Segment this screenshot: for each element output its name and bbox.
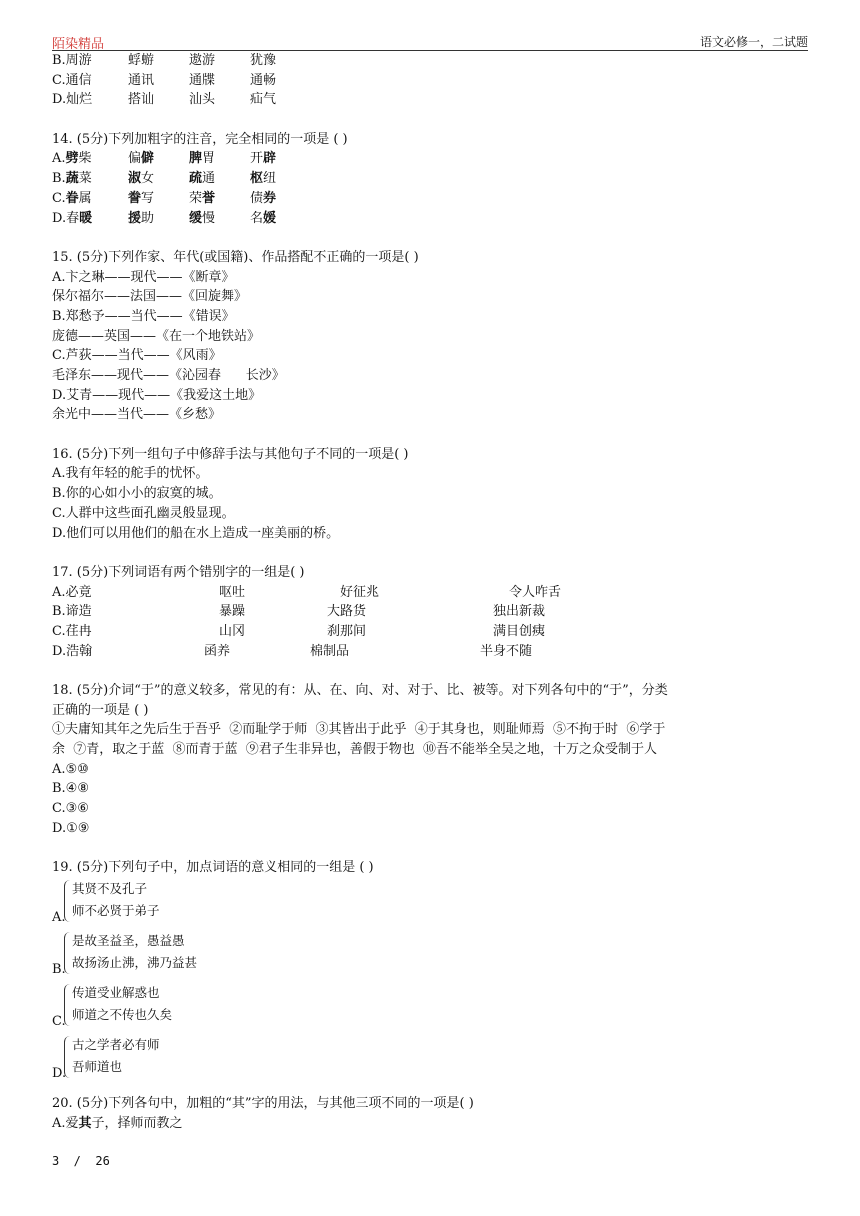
brand-text: 陌染精品 xyxy=(52,37,105,52)
q13-word: C.通信 xyxy=(52,72,92,88)
q15-line: D.艾青——现代——《我爱这土地》 xyxy=(52,387,262,403)
q13-word: 通畅 xyxy=(250,72,277,88)
q15-stem: 15. (5分)下列作家、年代(或国籍)、作品搭配不正确的一项是( ) xyxy=(52,249,419,265)
q13-word: 通讯 xyxy=(128,72,155,88)
q18-sentences: ①夫庸知其年之先后生于吾乎 ②而耻学于师 ③其皆出于此乎 ④于其身也，则耻师焉 ⑤不拘于时 ⑥学于 xyxy=(52,722,666,738)
q15-line: B.郑愁予——当代——《错误》 xyxy=(52,308,235,324)
q13-word: 遨游 xyxy=(189,53,216,68)
document-title: 语文必修一，二试题 xyxy=(699,35,808,49)
q18-option-d: D.①⑨ xyxy=(52,820,90,836)
q16-option-a: A.我有年轻的舵手的忧怀。 xyxy=(52,466,209,482)
q13-word: 汕头 xyxy=(189,92,216,108)
page-header xyxy=(52,30,808,51)
q13-option-b xyxy=(52,51,812,71)
page-number: 3 / 26 xyxy=(52,1154,110,1168)
q16-option-c: C.人群中这些面孔幽灵般显现。 xyxy=(52,505,235,521)
q19-option-c: 传道受业解惑也 师道之不传也久矣 C. xyxy=(52,984,173,1029)
q18-stem: 正确的一项是 ( ) xyxy=(52,702,149,718)
q13-word: D.灿烂 xyxy=(52,92,93,108)
q17-option-b: B.谛造 暴躁 大路货 独出新裁 xyxy=(52,604,546,620)
q15-line: 余光中——当代——《乡愁》 xyxy=(52,407,222,423)
q15-line: C.芦荻——当代——《风雨》 xyxy=(52,348,222,364)
q17-option-a: A.必竟 呕吐 好征兆 令人咋舌 xyxy=(52,584,562,600)
q18-stem: 18. (5分)介词“于”的意义较多，常见的有：从、在、向、对、对于、比、被等。对下列各句中的“于”，分类 xyxy=(52,683,668,698)
q18-option-c: C.③⑥ xyxy=(52,801,89,817)
q15-line: A.卞之琳——现代——《断章》 xyxy=(52,269,235,285)
q14-stem: 14. (5分)下列加粗字的注音，完全相同的一项是 ( ) xyxy=(52,131,348,147)
page-content xyxy=(52,51,812,1133)
q14-option-c: C.眷属 誊写 荣誉 债券 xyxy=(52,190,277,206)
q13-word: 通牒 xyxy=(189,72,216,88)
q19-stem: 19. (5分)下列句子中，加点词语的意义相同的一组是 ( ) xyxy=(52,860,374,876)
q15-line: 毛泽东——现代——《沁园春 长沙》 xyxy=(52,368,285,383)
q16-option-b: B.你的心如小小的寂寞的城。 xyxy=(52,486,222,502)
q13-option-c xyxy=(52,71,812,91)
q13-option-d xyxy=(52,90,812,110)
q14-option-d: D.春暖 援助 缓慢 名媛 xyxy=(52,210,277,226)
q13-word: 犹豫 xyxy=(250,53,277,68)
q20-option-a: A.爱其子，择师而教之 xyxy=(52,1115,183,1131)
q13-word: 搭讪 xyxy=(128,92,155,108)
q15-line: 保尔福尔——法国——《回旋舞》 xyxy=(52,289,248,305)
q18-option-b: B.④⑧ xyxy=(52,781,89,797)
q14-option-a: A.劈柴 偏僻 脾胃 开辟 xyxy=(52,151,277,167)
q16-option-d: D.他们可以用他们的船在水上造成一座美丽的桥。 xyxy=(52,525,340,541)
q16-stem: 16. (5分)下列一组句子中修辞手法与其他句子不同的一项是( ) xyxy=(52,446,409,462)
q15-line: 庞德——英国——《在一个地铁站》 xyxy=(52,328,261,344)
q17-option-d: D.浩翰 函养 棉制品 半身不随 xyxy=(52,643,533,659)
q19-option-b: 是故圣益圣，愚益愚 故扬汤止沸，沸乃益甚 B. xyxy=(52,932,198,977)
q18-option-a: A.⑤⑩ xyxy=(52,761,89,777)
q18-sentences: 余 ⑦青，取之于蓝 ⑧而青于蓝 ⑨君子生非异也，善假于物也 ⑩吾不能举全吴之地，十万之众受制于人 xyxy=(52,742,658,758)
q20-stem: 20. (5分)下列各句中，加粗的“其”字的用法，与其他三项不同的一项是( ) xyxy=(52,1095,474,1111)
q13-word: 疝气 xyxy=(250,92,277,108)
q17-stem: 17. (5分)下列词语有两个错别字的一组是( ) xyxy=(52,564,305,580)
q17-option-c: C.荏冉 山冈 刹那间 满目创痍 xyxy=(52,623,546,639)
q13-word: B.周游 xyxy=(52,53,92,68)
q14-option-b: B.蔬菜 淑女 疏通 枢纽 xyxy=(52,171,277,187)
q19-option-d: 古之学者必有师 吾师道也 D. xyxy=(52,1036,160,1081)
q13-word: 蜉蝣 xyxy=(128,53,155,68)
q19-option-a: 其贤不及孔子 师不必贤于弟子 A. xyxy=(52,880,160,925)
